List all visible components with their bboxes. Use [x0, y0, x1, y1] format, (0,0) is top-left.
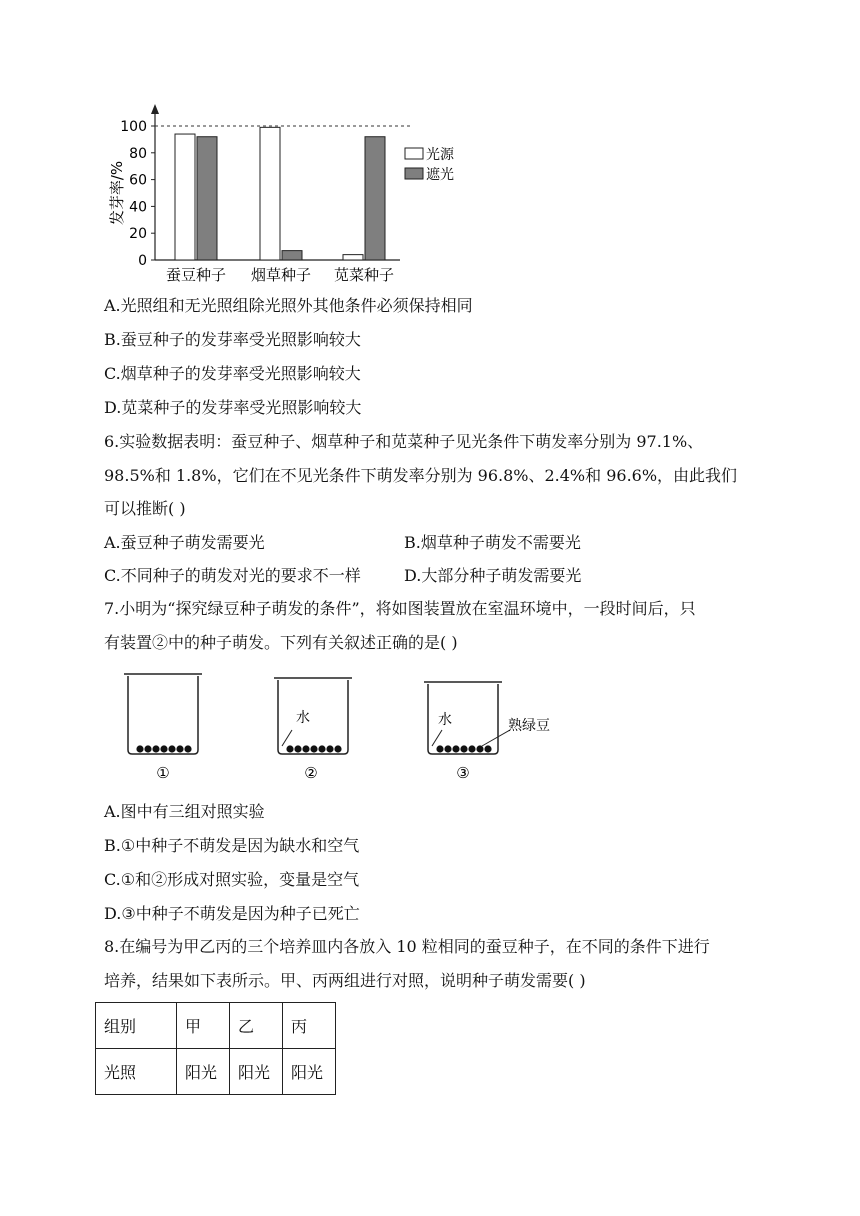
- y-axis-label: 发芽率/%: [108, 160, 126, 226]
- y-tick-label: 60: [129, 172, 147, 189]
- x-tick-label: 苋菜种子: [333, 266, 395, 284]
- q8-stem-line: 8.在编号为甲乙丙的三个培养皿内各放入 10 粒相同的蚕豆种子，在不同的条件下进行: [104, 937, 710, 956]
- q6-stem-line: 6.实验数据表明：蚕豆种子、烟草种子和苋菜种子见光条件下萌发率分别为 97.1%、: [104, 432, 704, 451]
- germination-bar-chart: [100, 98, 460, 288]
- q7-stem-line: 7.小明为“探究绿豆种子萌发的条件”，将如图装置放在室温环境中，一段时间后，只: [104, 599, 696, 618]
- q7-option-b: B.①中种子不萌发是因为缺水和空气: [104, 836, 360, 855]
- bar: [343, 255, 363, 260]
- y-tick-label: 40: [129, 199, 147, 216]
- y-tick-label: 100: [120, 119, 147, 135]
- bar: [197, 137, 217, 260]
- q7-option-d: D.③中种子不萌发是因为种子已死亡: [104, 904, 360, 923]
- beaker-label-1: ①: [156, 764, 170, 782]
- x-tick-label: 烟草种子: [250, 266, 312, 284]
- q5-option-a: A.光照组和无光照组除光照外其他条件必须保持相同: [104, 296, 473, 315]
- beaker-1: [124, 674, 202, 782]
- legend-label: 光源: [426, 147, 454, 163]
- y-tick-label: 20: [129, 226, 147, 243]
- q5-option-d: D.苋菜种子的发芽率受光照影响较大: [104, 398, 362, 417]
- q7-stem-line: 有装置②中的种子萌发。下列有关叙述正确的是( ): [104, 633, 458, 652]
- water-label: 水: [296, 710, 310, 726]
- table-cell: 光照: [96, 1049, 177, 1095]
- beaker-2: [274, 678, 352, 782]
- water-label: 水: [438, 712, 452, 728]
- legend-swatch: [405, 168, 423, 179]
- q5-option-b: B.蚕豆种子的发芽率受光照影响较大: [104, 330, 361, 349]
- y-axis-arrow: [151, 104, 159, 114]
- beaker-label-3: ③: [456, 764, 470, 782]
- table-cell: 阳光: [177, 1049, 230, 1095]
- q6-stem-line: 可以推断( ): [104, 499, 186, 518]
- q8-stem-line: 培养，结果如下表所示。甲、丙两组进行对照，说明种子萌发需要( ): [104, 971, 586, 990]
- bar: [282, 251, 302, 260]
- table-row: [96, 1049, 336, 1095]
- table-row: [96, 1003, 336, 1049]
- q8-table: [95, 1002, 336, 1095]
- q6-stem-line: 98.5%和 1.8%，它们在不见光条件下萌发率分别为 96.8%、2.4%和 96.6%，由此我们: [104, 466, 738, 485]
- q5-option-c: C.烟草种子的发芽率受光照影响较大: [104, 364, 361, 383]
- legend-swatch: [405, 148, 423, 159]
- cooked-bean-label: 熟绿豆: [508, 718, 550, 734]
- table-cell: 乙: [230, 1003, 283, 1049]
- x-tick-label: 蚕豆种子: [165, 266, 227, 284]
- q7-option-a: A.图中有三组对照实验: [104, 802, 265, 821]
- q6-option-a: A.蚕豆种子萌发需要光: [104, 533, 265, 552]
- q6-option-b: B.烟草种子萌发不需要光: [404, 533, 581, 552]
- y-tick-label: 0: [138, 253, 147, 269]
- bar: [365, 137, 385, 260]
- beaker-3: [424, 682, 550, 782]
- q6-option-d: D.大部分种子萌发需要光: [404, 566, 582, 585]
- beaker-diagram: [110, 666, 580, 788]
- bar: [260, 127, 280, 260]
- legend-label: 遮光: [426, 167, 454, 183]
- beaker-label-2: ②: [304, 764, 318, 782]
- table-cell: 组别: [96, 1003, 177, 1049]
- y-tick-label: 80: [129, 145, 147, 162]
- q7-option-c: C.①和②形成对照实验，变量是空气: [104, 870, 360, 889]
- q6-option-c: C.不同种子的萌发对光的要求不一样: [104, 566, 361, 585]
- table-cell: 甲: [177, 1003, 230, 1049]
- table-cell: 阳光: [283, 1049, 336, 1095]
- bar: [175, 134, 195, 260]
- table-cell: 丙: [283, 1003, 336, 1049]
- table-cell: 阳光: [230, 1049, 283, 1095]
